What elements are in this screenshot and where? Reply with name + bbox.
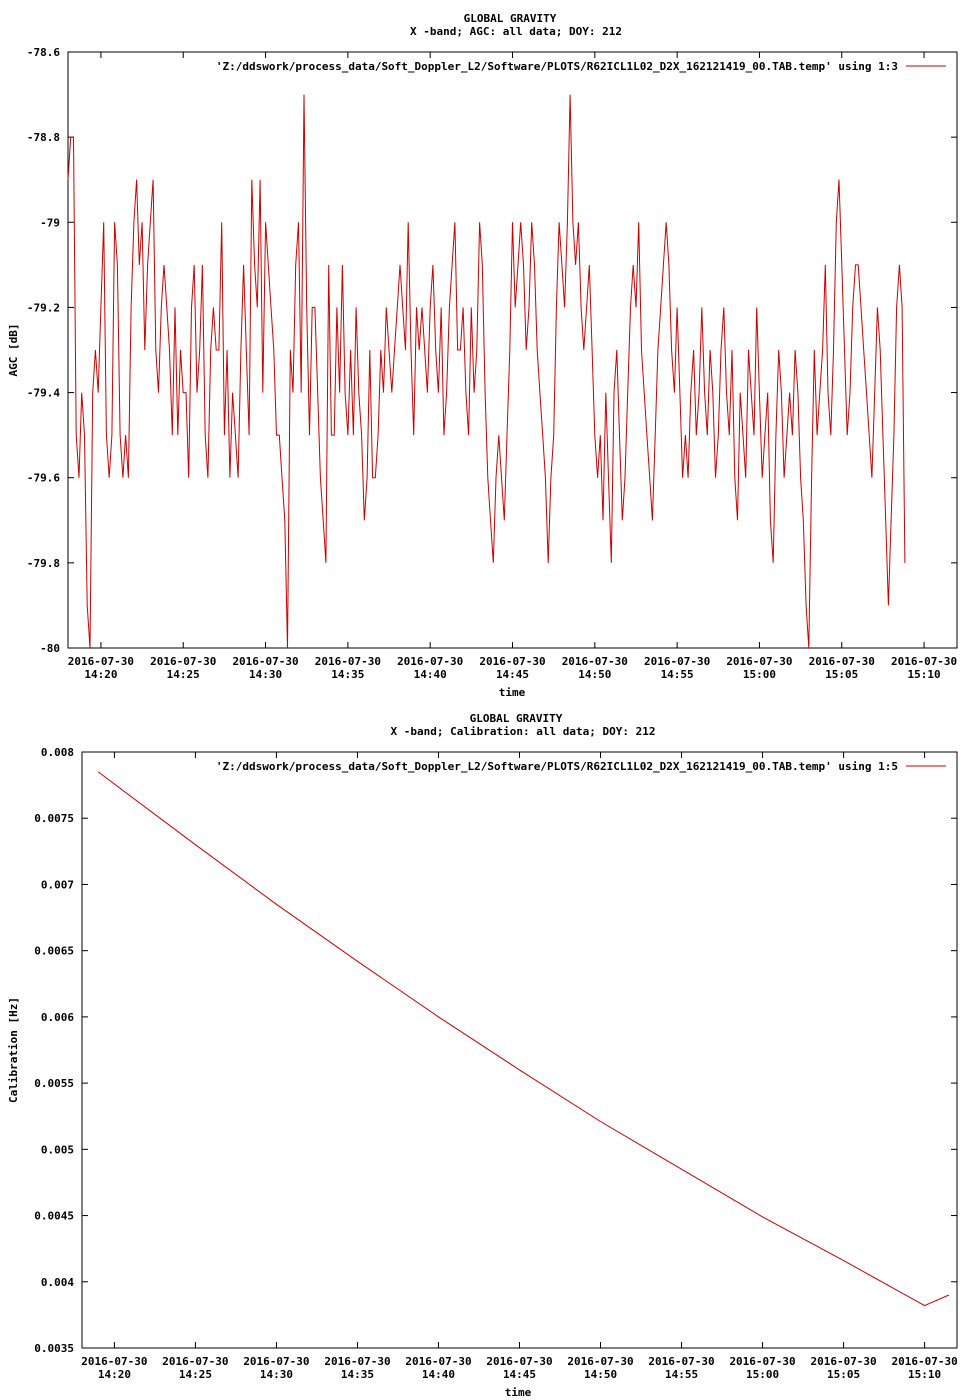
x-tick-time-label: 15:10	[908, 1368, 942, 1381]
y-tick-label: 0.0075	[34, 812, 74, 826]
x-tick-time-label: 14:30	[259, 1368, 294, 1381]
x-tick-time-label: 14:35	[340, 1368, 375, 1381]
x-tick-time-label: 15:05	[825, 668, 859, 681]
y-tick-label: 0.0045	[34, 1209, 74, 1223]
x-tick-time-label: 15:00	[745, 1368, 780, 1381]
x-ticks	[81, 752, 957, 1381]
plot-frame	[82, 752, 957, 1348]
x-tick-date-label: 2016-07-30	[324, 1355, 391, 1368]
y-tick-label: 0.004	[40, 1275, 74, 1289]
legend	[216, 60, 946, 73]
x-axis-label: time	[498, 686, 526, 699]
x-tick-time-label: 14:55	[660, 668, 694, 681]
x-tick-date-label: 2016-07-30	[162, 1355, 229, 1368]
y-tick-label: -78.6	[26, 46, 60, 59]
x-tick-date-label: 2016-07-30	[644, 655, 711, 668]
legend-label: 'Z:/ddswork/process_data/Soft_Doppler_L2/Software/PLOTS/R62ICL1L02_D2X_162121419_00.TAB.temp' using 1:3	[215, 60, 898, 73]
x-tick-time-label: 14:45	[495, 668, 530, 681]
chart-subtitle: X -band; AGC: all data; DOY: 212	[410, 25, 622, 38]
y-tick-label: 0.007	[40, 878, 74, 892]
legend	[216, 760, 946, 773]
x-tick-time-label: 14:35	[331, 668, 365, 681]
y-tick-label: -79	[40, 216, 60, 230]
chart-title: GLOBAL GRAVITY	[469, 712, 563, 725]
x-tick-date-label: 2016-07-30	[726, 655, 793, 668]
y-tick-label: -79.2	[26, 301, 60, 315]
y-tick-label: 0.008	[40, 746, 74, 759]
y-tick-label: 0.005	[40, 1143, 74, 1157]
y-tick-label: 0.0065	[34, 944, 74, 958]
x-tick-date-label: 2016-07-30	[81, 1355, 148, 1368]
y-tick-label: 0.0055	[34, 1077, 74, 1091]
x-tick-time-label: 15:00	[742, 668, 777, 681]
x-tick-time-label: 14:20	[84, 668, 118, 681]
x-tick-date-label: 2016-07-30	[567, 1355, 634, 1368]
x-tick-date-label: 2016-07-30	[729, 1355, 796, 1368]
x-tick-date-label: 2016-07-30	[405, 1355, 472, 1368]
x-tick-time-label: 14:30	[248, 668, 283, 681]
x-tick-date-label: 2016-07-30	[479, 655, 546, 668]
x-tick-date-label: 2016-07-30	[243, 1355, 310, 1368]
x-tick-time-label: 15:05	[827, 1368, 861, 1381]
x-tick-date-label: 2016-07-30	[232, 655, 299, 668]
x-tick-date-label: 2016-07-30	[150, 655, 217, 668]
x-tick-date-label: 2016-07-30	[890, 655, 958, 668]
x-tick-date-label: 2016-07-30	[486, 1355, 553, 1368]
agc-series-line	[68, 95, 905, 648]
y-tick-label: -79.4	[26, 386, 60, 400]
x-tick-date-label: 2016-07-30	[810, 1355, 877, 1368]
calibration-series-line	[98, 772, 949, 1306]
y-tick-label: -79.8	[26, 556, 60, 570]
plot-frame	[68, 52, 957, 648]
x-tick-date-label: 2016-07-30	[561, 655, 628, 668]
y-ticks	[27, 46, 957, 655]
x-tick-time-label: 14:50	[578, 668, 612, 681]
y-tick-label: -80	[40, 642, 60, 655]
x-tick-date-label: 2016-07-30	[67, 655, 135, 668]
x-tick-time-label: 15:10	[907, 668, 941, 681]
y-tick-label: 0.006	[40, 1010, 74, 1024]
x-tick-time-label: 14:25	[166, 668, 200, 681]
y-tick-label: -78.8	[26, 131, 60, 145]
x-tick-time-label: 14:50	[583, 1368, 618, 1381]
chart-subtitle: X -band; Calibration: all data; DOY: 212	[390, 725, 656, 738]
x-tick-date-label: 2016-07-30	[314, 655, 381, 668]
x-ticks	[68, 52, 957, 681]
x-tick-date-label: 2016-07-30	[808, 655, 875, 668]
x-tick-time-label: 14:40	[421, 1368, 456, 1381]
x-tick-time-label: 14:40	[413, 668, 447, 681]
y-axis-label: Calibration [Hz]	[7, 997, 20, 1103]
x-tick-time-label: 14:25	[178, 1368, 212, 1381]
y-axis-label: AGC [dB]	[7, 323, 20, 377]
y-ticks	[34, 746, 957, 1355]
y-tick-label: 0.0035	[34, 1342, 74, 1355]
x-tick-time-label: 14:20	[97, 1368, 131, 1381]
calibration-chart	[0, 700, 980, 1400]
x-tick-date-label: 2016-07-30	[891, 1355, 958, 1368]
x-tick-time-label: 14:55	[664, 1368, 699, 1381]
x-tick-time-label: 14:45	[502, 1368, 537, 1381]
x-tick-date-label: 2016-07-30	[397, 655, 464, 668]
x-axis-label: time	[504, 1386, 532, 1399]
legend-label: 'Z:/ddswork/process_data/Soft_Doppler_L2/Software/PLOTS/R62ICL1L02_D2X_162121419_00.TAB.temp' using 1:5	[215, 760, 898, 773]
chart-title: GLOBAL GRAVITY	[463, 12, 557, 25]
x-tick-date-label: 2016-07-30	[648, 1355, 715, 1368]
y-tick-label: -79.6	[26, 471, 60, 485]
